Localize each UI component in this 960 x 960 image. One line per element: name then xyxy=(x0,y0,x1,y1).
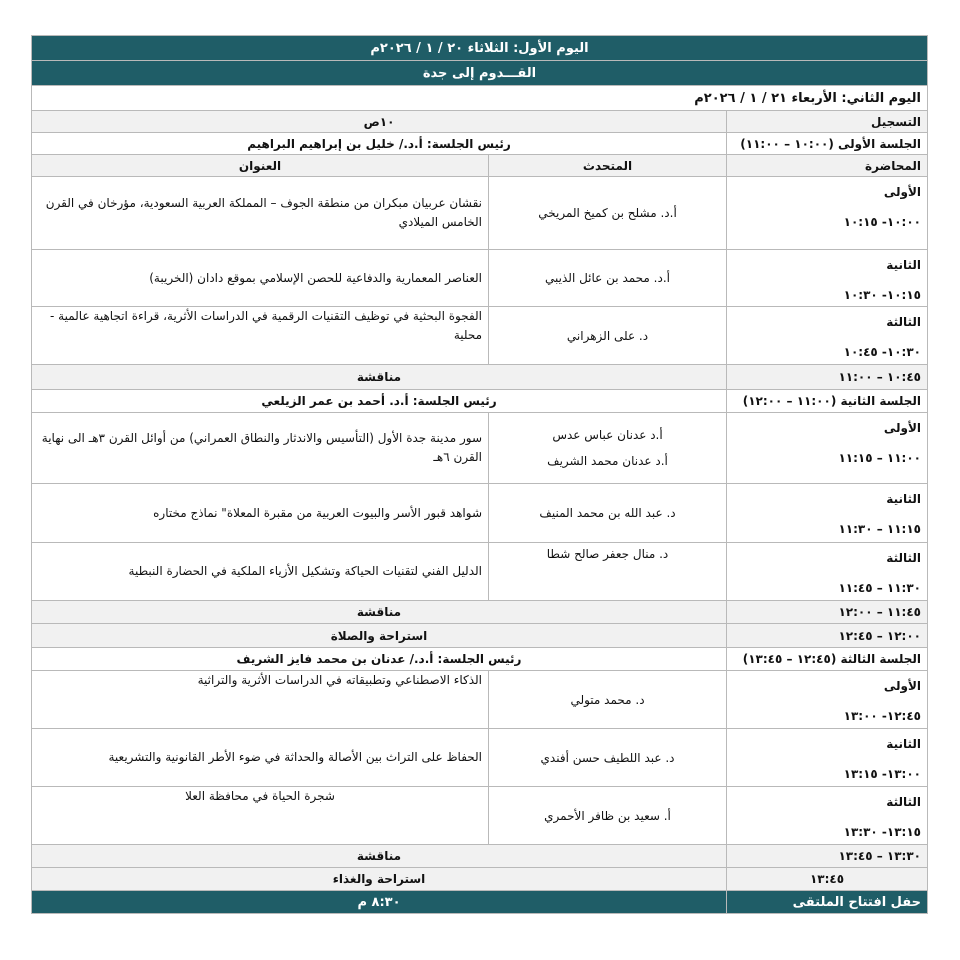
session3-label: الجلسة الثالثة (١٢:٤٥ – ١٣:٤٥) xyxy=(727,648,928,671)
session1-label: الجلسة الأولى (١٠:٠٠ – ١١:٠٠) xyxy=(727,133,928,155)
lecture-order: الثالثة xyxy=(886,551,922,565)
lecture-slot xyxy=(727,729,928,787)
arrival-row xyxy=(32,61,928,86)
lecture-title: شجرة الحياة في محافظة العلا xyxy=(32,787,489,845)
break-time: ١٢:٠٠ – ١٢:٤٥ xyxy=(727,624,928,648)
opening-row xyxy=(32,891,928,914)
lecture-order: الأولى xyxy=(883,679,922,693)
break-label: استراحة والغذاء xyxy=(32,868,727,891)
discussion-time: ١٣:٣٠ – ١٣:٤٥ xyxy=(727,845,928,868)
lecture-time: ١٣:٠٠- ١٣:١٥ xyxy=(843,767,922,781)
lecture-order: الثالثة xyxy=(886,315,922,329)
lecture-speaker: د. على الزهراني xyxy=(489,307,727,365)
discussion-label: مناقشة xyxy=(32,601,727,624)
lecture-speaker: د. عبد اللطيف حسن أفندي xyxy=(489,729,727,787)
lecture-row xyxy=(32,413,928,484)
lecture-slot xyxy=(727,250,928,307)
lecture-order: الأولى xyxy=(883,185,922,199)
lecture-slot xyxy=(727,177,928,250)
registration-row xyxy=(32,111,928,133)
day1-title: اليوم الأول: الثلاثاء ٢٠ / ١ / ٢٠٢٦م xyxy=(32,36,928,61)
session2-header-row xyxy=(32,390,928,413)
lecture-speaker: أ.د. محمد بن عائل الذيبي xyxy=(489,250,727,307)
lecture-time: ١١:٣٠ – ١١:٤٥ xyxy=(838,581,922,595)
break-label: استراحة والصلاة xyxy=(32,624,727,648)
lecture-title: الذكاء الاصطناعي وتطبيقاته في الدراسات الأثرية والتراثية xyxy=(32,671,489,729)
lecture-title: العناصر المعمارية والدفاعية للحصن الإسلامي بموقع دادان (الخريبة) xyxy=(32,250,489,307)
discussion-row xyxy=(32,845,928,868)
lecture-title: نقشان عربيان مبكران من منطقة الجوف – المملكة العربية السعودية، مؤرخان في القرن الخامس الميلادي xyxy=(32,177,489,250)
lecture-slot xyxy=(727,484,928,543)
header-lecture: المحاضرة xyxy=(727,155,928,177)
lecture-speaker: د. منال جعفر صالح شطا xyxy=(489,543,727,601)
lecture-order: الثانية xyxy=(886,258,922,272)
lecture-order: الثانية xyxy=(886,492,922,506)
break-row xyxy=(32,624,928,648)
session1-chair: رئيس الجلسة: أ.د./ خليل بن إبراهيم البراهيم xyxy=(32,133,727,155)
lecture-order: الأولى xyxy=(883,421,922,435)
lecture-speaker: أ.د عدنان محمد الشريف xyxy=(547,454,668,468)
lecture-time: ١١:١٥ – ١١:٣٠ xyxy=(838,522,922,536)
lecture-speaker: أ. سعيد بن ظافر الأحمري xyxy=(489,787,727,845)
discussion-label: مناقشة xyxy=(32,845,727,868)
lecture-row xyxy=(32,307,928,365)
lecture-speakers xyxy=(489,413,727,484)
lecture-row xyxy=(32,543,928,601)
lecture-slot xyxy=(727,543,928,601)
lecture-speaker: د. محمد متولي xyxy=(489,671,727,729)
opening-label: حفل افتتاح الملتقى xyxy=(727,891,928,914)
discussion-time: ١١:٤٥ – ١٢:٠٠ xyxy=(727,601,928,624)
lecture-title: شواهد قبور الأسر والبيوت العربية من مقبرة المعلاة" نماذج مختاره xyxy=(32,484,489,543)
lecture-speaker: أ.د عدنان عباس عدس xyxy=(552,427,663,442)
lecture-time: ١٣:١٥- ١٣:٣٠ xyxy=(843,825,922,839)
lecture-row xyxy=(32,177,928,250)
column-header-row xyxy=(32,155,928,177)
session2-chair: رئيس الجلسة: أ.د. أحمد بن عمر الزيلعي xyxy=(32,390,727,413)
session3-header-row xyxy=(32,648,928,671)
schedule-table xyxy=(31,35,928,914)
lecture-title: الحفاظ على التراث بين الأصالة والحداثة في ضوء الأطر القانونية والتشريعية xyxy=(32,729,489,787)
lecture-speaker: أ.د. مشلح بن كميخ المريخي xyxy=(489,177,727,250)
day2-title: اليوم الثاني: الأربعاء ٢١ / ١ / ٢٠٢٦م xyxy=(32,86,928,111)
lecture-time: ١١:٠٠ – ١١:١٥ xyxy=(838,451,922,465)
discussion-label: مناقشة xyxy=(32,365,727,390)
lecture-title: الفجوة البحثية في توظيف التقنيات الرقمية في الدراسات الأثرية، قراءة اتجاهية عالمية - محلية xyxy=(32,307,489,365)
lecture-order: الثانية xyxy=(886,737,922,751)
lecture-row xyxy=(32,484,928,543)
lecture-row xyxy=(32,671,928,729)
session1-header-row xyxy=(32,133,928,155)
lecture-slot xyxy=(727,307,928,365)
lecture-speaker: د. عبد الله بن محمد المنيف xyxy=(489,484,727,543)
discussion-time: ١٠:٤٥ – ١١:٠٠ xyxy=(727,365,928,390)
lecture-slot xyxy=(727,413,928,484)
session3-chair: رئيس الجلسة: أ.د./ عدنان بن محمد فايز الشريف xyxy=(32,648,727,671)
lecture-title: الدليل الفني لتقنيات الحياكة وتشكيل الأزياء الملكية في الحضارة النبطية xyxy=(32,543,489,601)
lecture-row xyxy=(32,250,928,307)
lecture-row xyxy=(32,787,928,845)
day1-header-row xyxy=(32,36,928,61)
day2-header-row xyxy=(32,86,928,111)
lecture-time: ١٠:١٥- ١٠:٣٠ xyxy=(843,288,922,302)
discussion-row xyxy=(32,365,928,390)
registration-time: ١٠ص xyxy=(32,111,727,133)
header-title: العنوان xyxy=(32,155,489,177)
lecture-time: ١٠:٣٠- ١٠:٤٥ xyxy=(843,345,922,359)
lecture-time: ١٢:٤٥- ١٣:٠٠ xyxy=(843,709,922,723)
session2-label: الجلسة الثانية (١١:٠٠ – ١٢:٠٠) xyxy=(727,390,928,413)
lecture-slot xyxy=(727,787,928,845)
opening-time: ٨:٣٠ م xyxy=(32,891,727,914)
break-row xyxy=(32,868,928,891)
discussion-row xyxy=(32,601,928,624)
lecture-title: سور مدينة جدة الأول (التأسيس والاندثار والنطاق العمراني) من أوائل القرن ٣هـ الى نهاية القرن ٦هـ xyxy=(32,413,489,484)
break-time: ١٣:٤٥ xyxy=(727,868,928,891)
lecture-slot xyxy=(727,671,928,729)
lecture-row xyxy=(32,729,928,787)
lecture-time: ١٠:٠٠- ١٠:١٥ xyxy=(843,215,922,229)
lecture-order: الثالثة xyxy=(886,795,922,809)
header-speaker: المتحدث xyxy=(489,155,727,177)
registration-label: التسجيل xyxy=(727,111,928,133)
arrival-text: القـــدوم إلى جدة xyxy=(32,61,928,86)
